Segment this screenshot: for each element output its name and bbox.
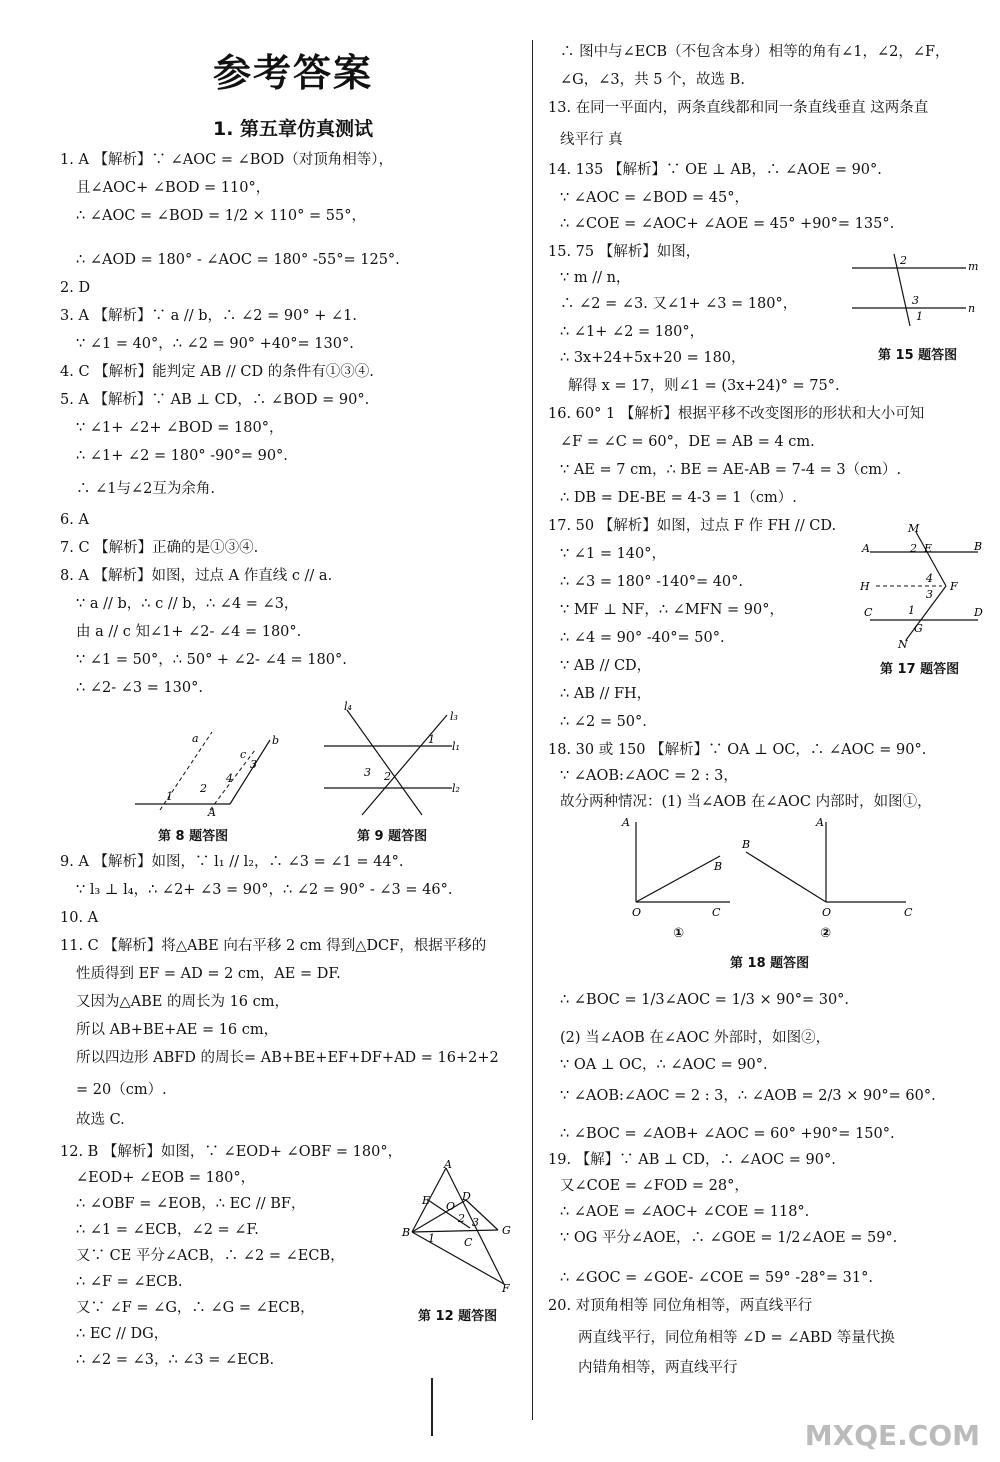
svg-text:l₂: l₂ [452,782,460,795]
answer-line: 14. 135 【解析】∵ OE ⊥ AB，∴ ∠AOE = 90°. [548,162,882,178]
answer-line: ∠EOD+ ∠EOB = 180°， [76,1170,256,1186]
answer-line: 4. C 【解析】能判定 AB // CD 的条件有①③④. [60,364,374,380]
answer-line: ∴ AB // FH， [560,686,652,702]
svg-text:A: A [622,816,630,829]
page-number-mark [431,1378,433,1436]
svg-text:B: B [714,860,723,873]
svg-text:C: C [464,1236,473,1249]
answer-line: ∵ MF ⊥ NF，∴ ∠MFN = 90°， [560,602,784,618]
column-divider [532,40,533,1420]
answer-line: ∴ 图中与∠ECB（不包含本身）相等的角有∠1，∠2，∠F， [560,44,950,60]
answer-line: ∴ ∠F = ∠ECB. [76,1274,183,1290]
answer-line: ∴ ∠4 = 90° -40°= 50°. [560,630,725,646]
answer-line: ∴ ∠1+ ∠2 = 180° -90°= 90°. [76,448,288,464]
answer-line: 2. D [60,280,91,296]
answer-line: ∴ ∠1+ ∠2 = 180°， [560,324,705,340]
svg-text:D: D [974,606,983,619]
answer-line: ∴ 3x+24+5x+20 = 180， [560,350,746,366]
svg-text:F: F [950,580,958,593]
svg-text:H: H [860,580,870,593]
svg-text:b: b [272,734,280,747]
answer-line: ∴ EC // DG， [76,1326,169,1342]
page-title: 参考答案 [212,51,373,95]
answer-line: 6. A [60,512,89,528]
answer-line: ∴ DB = DE-BE = 4-3 = 1（cm）. [560,490,797,506]
svg-text:n: n [968,302,976,315]
caption-q8: 第 8 题答图 [158,829,229,844]
answer-line: ∵ ∠1 = 140°， [560,546,667,562]
answer-line: 又∵ CE 平分∠ACB，∴ ∠2 = ∠ECB， [76,1248,345,1264]
svg-text:3: 3 [912,294,919,307]
svg-text:1: 1 [908,604,915,617]
svg-text:3: 3 [472,1216,479,1229]
svg-text:2: 2 [384,770,391,783]
figure-q8 [130,730,290,820]
answer-line: 所以四边形 ABFD 的周长= AB+BE+EF+DF+AD = 16+2+2 [76,1050,499,1066]
svg-text:1: 1 [428,1232,435,1245]
answer-line: 10. A [60,910,99,926]
answer-line: ∴ ∠OBF = ∠EOB，∴ EC // BF， [76,1196,306,1212]
answer-line: ∴ ∠AOD = 180° - ∠AOC = 180° -55°= 125°. [76,252,400,268]
answer-line: ∵ ∠1+ ∠2+ ∠BOD = 180°， [76,420,284,436]
answer-line: 故分两种情况：(1) 当∠AOB 在∠AOC 内部时，如图①， [560,794,932,810]
svg-text:E: E [422,1194,431,1207]
answer-line: 内错角相等，两直线平行 [578,1360,738,1376]
answer-line: ∴ ∠2 = ∠3. 又∠1+ ∠3 = 180°， [560,296,798,312]
svg-text:A: A [862,542,870,555]
answer-line: 17. 50 【解析】如图，过点 F 作 FH // CD. [548,518,837,534]
svg-text:G: G [502,1224,511,1237]
svg-text:m: m [968,260,979,273]
answer-line: 12. B 【解析】如图，∵ ∠EOD+ ∠OBF = 180°， [60,1144,403,1160]
svg-text:3: 3 [926,588,933,601]
svg-text:l₄: l₄ [344,700,352,713]
answer-line: (2) 当∠AOB 在∠AOC 外部时，如图②， [560,1030,831,1046]
answer-line: ∵ OG 平分∠AOE，∴ ∠GOE = 1/2∠AOE = 59°. [560,1230,898,1246]
caption-q18: 第 18 题答图 [730,956,810,971]
caption-q18-1: ① [673,926,685,941]
answer-line: 线平行 真 [560,132,623,148]
caption-q9: 第 9 题答图 [357,829,428,844]
answer-line: ∵ a // b，∴ c // b，∴ ∠4 = ∠3， [76,596,299,612]
answer-line: ∵ ∠AOC = ∠BOD = 45°， [560,190,749,206]
answer-line: ∴ ∠1 = ∠ECB，∠2 = ∠F. [76,1222,259,1238]
svg-text:O: O [632,906,642,919]
answer-line: 且∠AOC+ ∠BOD = 110°， [76,180,271,196]
answer-line: ∵ ∠AOB:∠AOC = 2 : 3， [560,768,738,784]
answer-line: 由 a // c 知∠1+ ∠2- ∠4 = 180°. [76,624,302,640]
answer-line: 1. A 【解析】∵ ∠AOC = ∠BOD（对顶角相等）， [60,152,393,168]
answer-line: ∴ ∠COE = ∠AOC+ ∠AOE = 45° +90°= 135°. [560,216,895,232]
svg-text:E: E [924,542,933,555]
caption-q17: 第 17 题答图 [880,662,960,677]
svg-text:C: C [864,606,873,619]
svg-text:3: 3 [364,766,371,779]
figure-q15 [848,250,988,330]
answer-line: ∴ ∠3 = 180° -140°= 40°. [560,574,744,590]
answer-line: 所以 AB+BE+AE = 16 cm， [76,1022,279,1038]
svg-text:A: A [208,806,216,819]
answer-line: ∵ OA ⊥ OC，∴ ∠AOC = 90°. [560,1057,768,1073]
answer-line: 16. 60° 1 【解析】根据平移不改变图形的形状和大小可知 [548,406,925,422]
svg-text:4: 4 [926,572,933,585]
figure-q18 [620,812,920,922]
answer-line: 8. A 【解析】如图，过点 A 作直线 c // a. [60,568,333,584]
answer-line: ∴ ∠2 = ∠3，∴ ∠3 = ∠ECB. [76,1352,275,1368]
svg-text:F: F [502,1282,510,1295]
svg-text:1: 1 [166,790,173,803]
svg-text:a: a [192,732,199,745]
figure-q12 [398,1160,518,1300]
answer-line: 11. C 【解析】将△ABE 向右平移 2 cm 得到△DCF，根据平移的 [60,938,487,954]
svg-text:B: B [742,838,751,851]
svg-text:N: N [898,638,908,651]
svg-text:C: C [904,906,913,919]
answer-line: 19. 【解】∵ AB ⊥ CD，∴ ∠AOC = 90°. [548,1152,836,1168]
svg-text:B: B [402,1226,411,1239]
answer-line: = 20（cm）. [76,1082,167,1098]
answer-line: 7. C 【解析】正确的是①③④. [60,540,259,556]
answer-line: ∵ ∠1 = 40°，∴ ∠2 = 90° +40°= 130°. [76,336,354,352]
answer-line: ∴ ∠GOC = ∠GOE- ∠COE = 59° -28°= 31°. [560,1270,873,1286]
svg-text:1: 1 [916,310,923,323]
section-title: 1. 第五章仿真测试 [212,118,374,140]
svg-text:l₁: l₁ [452,740,460,753]
svg-text:A: A [444,1160,452,1171]
answer-line: ∴ ∠1与∠2互为余角. [76,481,215,497]
svg-text:c: c [240,748,247,761]
answer-line: ∠F = ∠C = 60°，DE = AB = 4 cm. [560,434,815,450]
watermark-logo: MXQE.COM [804,1419,980,1452]
figure-q9 [322,700,472,820]
svg-text:C: C [712,906,721,919]
svg-text:B: B [974,540,983,553]
answer-line: 解得 x = 17，则∠1 = (3x+24)° = 75°. [568,378,840,394]
answer-line: ∴ ∠AOE = ∠AOC+ ∠COE = 118°. [560,1204,810,1220]
svg-text:2: 2 [910,542,917,555]
answer-line: ∴ ∠BOC = 1/3∠AOC = 1/3 × 90°= 30°. [560,992,850,1008]
answer-line: ∠G，∠3，共 5 个，故选 B. [560,72,745,88]
answer-line: ∵ ∠AOB:∠AOC = 2 : 3，∴ ∠AOB = 2/3 × 90°= 60°. [560,1088,936,1104]
svg-text:3: 3 [250,758,257,771]
svg-text:2: 2 [458,1212,465,1225]
answer-line: ∵ AB // CD， [560,658,652,674]
caption-q12: 第 12 题答图 [418,1309,498,1324]
answer-line: ∵ l₃ ⊥ l₄，∴ ∠2+ ∠3 = 90°，∴ ∠2 = 90° - ∠3 = 46°. [76,882,453,898]
answer-line: 又∵ ∠F = ∠G，∴ ∠G = ∠ECB， [76,1300,315,1316]
svg-text:M: M [908,522,920,535]
answer-line: 两直线平行，同位角相等 ∠D = ∠ABD 等量代换 [578,1330,895,1346]
svg-text:G: G [914,622,923,635]
answer-line: ∴ ∠2 = 50°. [560,714,647,730]
svg-text:A: A [816,816,824,829]
svg-text:O: O [446,1200,456,1213]
answer-line: 20. 对顶角相等 同位角相等，两直线平行 [548,1298,813,1314]
answer-line: 故选 C. [76,1112,125,1128]
answer-line: 5. A 【解析】∵ AB ⊥ CD，∴ ∠BOD = 90°. [60,392,370,408]
answer-line: 13. 在同一平面内，两条直线都和同一条直线垂直 这两条直 [548,100,929,116]
answer-line: 3. A 【解析】∵ a // b，∴ ∠2 = 90° + ∠1. [60,308,357,324]
caption-q15: 第 15 题答图 [878,348,958,363]
svg-text:O: O [822,906,832,919]
answer-line: 15. 75 【解析】如图， [548,244,701,260]
answer-line: 又∠COE = ∠FOD = 28°， [560,1178,749,1194]
answer-line: ∵ AE = 7 cm，∴ BE = AE-AB = 7-4 = 3（cm）. [560,462,902,478]
answer-line: ∴ ∠2- ∠3 = 130°. [76,680,203,696]
answer-line: 18. 30 或 150 【解析】∵ OA ⊥ OC，∴ ∠AOC = 90°. [548,742,927,758]
answer-line: 性质得到 EF = AD = 2 cm，AE = DF. [76,966,341,982]
answer-line: 9. A 【解析】如图，∵ l₁ // l₂，∴ ∠3 = ∠1 = 44°. [60,854,404,870]
answer-line: ∵ m // n， [560,270,631,286]
answer-line: ∴ ∠AOC = ∠BOD = 1/2 × 110° = 55°， [76,208,366,224]
svg-text:1: 1 [428,733,435,746]
answer-line: ∵ ∠1 = 50°，∴ 50° + ∠2- ∠4 = 180°. [76,652,347,668]
answer-line: 又因为△ABE 的周长为 16 cm， [76,994,290,1010]
svg-text:D: D [462,1190,471,1203]
svg-text:2: 2 [900,254,907,267]
svg-text:4: 4 [226,772,233,785]
svg-text:l₃: l₃ [450,710,458,723]
answer-line: ∴ ∠BOC = ∠AOB+ ∠AOC = 60° +90°= 150°. [560,1126,895,1142]
figure-q17 [858,522,988,652]
caption-q18-2: ② [820,926,832,941]
svg-text:2: 2 [200,782,207,795]
